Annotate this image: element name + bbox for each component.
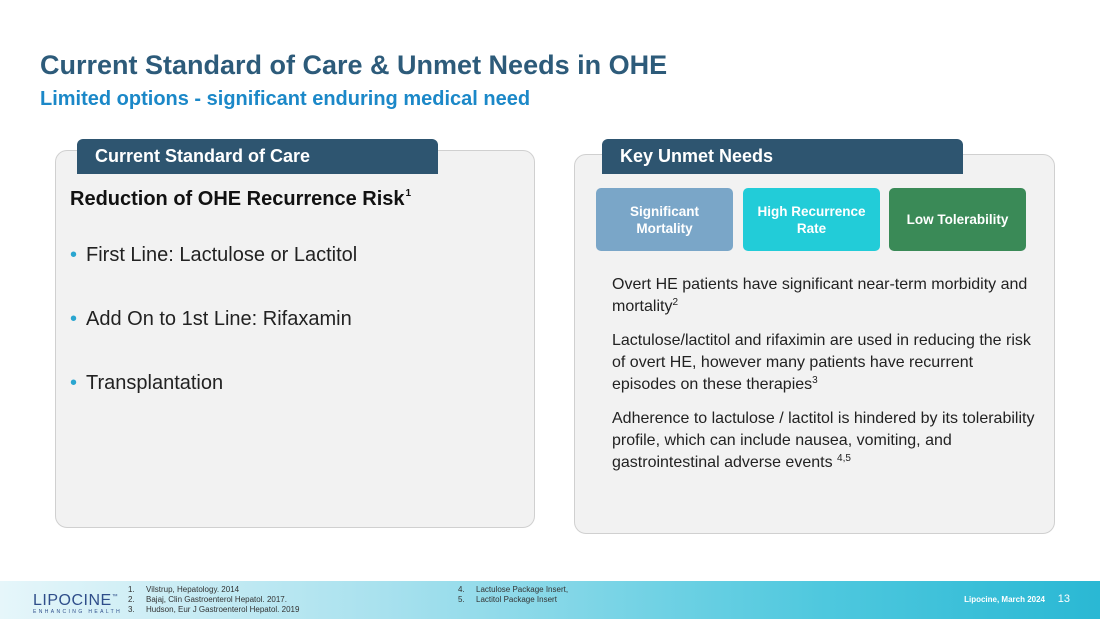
reference-number: 1. [128,585,135,594]
left-heading-ref: 1 [405,188,412,199]
reference-text: Hudson, Eur J Gastroenterol Hepatol. 2019 [146,605,300,614]
footer-bar [0,581,1100,619]
left-panel-tab: Current Standard of Care [77,139,438,174]
bullet-icon: • [70,372,78,394]
bullet-item [70,244,357,308]
slide-subtitle: Limited options - significant enduring medical need [40,88,531,110]
reference-item [128,585,299,595]
reference-item [128,605,299,615]
reference-item [128,595,299,605]
bullet-item [70,308,357,372]
need-box-recurrence: High Recurrence Rate [743,188,880,251]
reference-number: 5. [458,595,465,604]
reference-item [458,595,568,605]
unmet-paragraph [612,330,1037,396]
left-panel-heading [70,188,411,211]
paragraph-text: Adherence to lactulose / lactitol is hindered by its tolerability profile, which can include nausea, vomiting, and gastrointestinal adverse events [612,410,1035,471]
page-number: 13 [1057,593,1070,605]
paragraph-text: Overt HE patients have significant near-term morbidity and mortality [612,276,1028,315]
paragraph-text: Lactulose/lactitol and rifaximin are used in reducing the risk of overt HE, however many patients have recurrent episodes on these therapies [612,332,1031,393]
reference-number: 2. [128,595,135,604]
logo-wordmark [33,589,122,609]
logo-tagline: ENHANCING HEALTH [33,609,123,615]
bullet-text: First Line: Lactulose or Lactitol [86,244,358,266]
unmet-paragraph [612,274,1037,318]
need-box-mortality: Significant Mortality [596,188,733,251]
reference-text: Vilstrup, Hepatology. 2014 [146,585,240,594]
unmet-needs-text [612,274,1037,486]
reference-item [458,585,568,595]
bullet-icon: • [70,308,78,330]
reference-text: Bajaj, Clin Gastroenterol Hepatol. 2017. [146,595,287,604]
paragraph-ref: 3 [812,375,818,386]
bullet-text: Transplantation [86,372,224,394]
left-heading-text: Reduction of OHE Recurrence Risk [70,188,405,210]
footer-company-date: Lipocine, March 2024 [964,595,1045,604]
references-col-2 [458,585,568,605]
right-panel-tab: Key Unmet Needs [602,139,963,174]
bullet-icon: • [70,244,78,266]
reference-number: 3. [128,605,135,614]
unmet-paragraph [612,408,1037,474]
slide-title: Current Standard of Care & Unmet Needs in OHE [40,50,668,80]
bullet-text: Add On to 1st Line: Rifaxamin [86,308,352,330]
logo-trademark: ™ [111,594,119,600]
reference-text: Lactitol Package Insert [476,595,557,604]
reference-text: Lactulose Package Insert, [476,585,569,594]
reference-number: 4. [458,585,465,594]
bullet-item [70,372,357,436]
paragraph-ref: 4,5 [837,453,851,464]
paragraph-ref: 2 [672,297,679,308]
need-box-tolerability: Low Tolerability [889,188,1026,251]
references-col-1 [128,585,299,615]
soc-bullet-list [70,244,357,436]
company-logo [33,589,122,616]
logo-text: LIPOCINE [33,592,112,609]
